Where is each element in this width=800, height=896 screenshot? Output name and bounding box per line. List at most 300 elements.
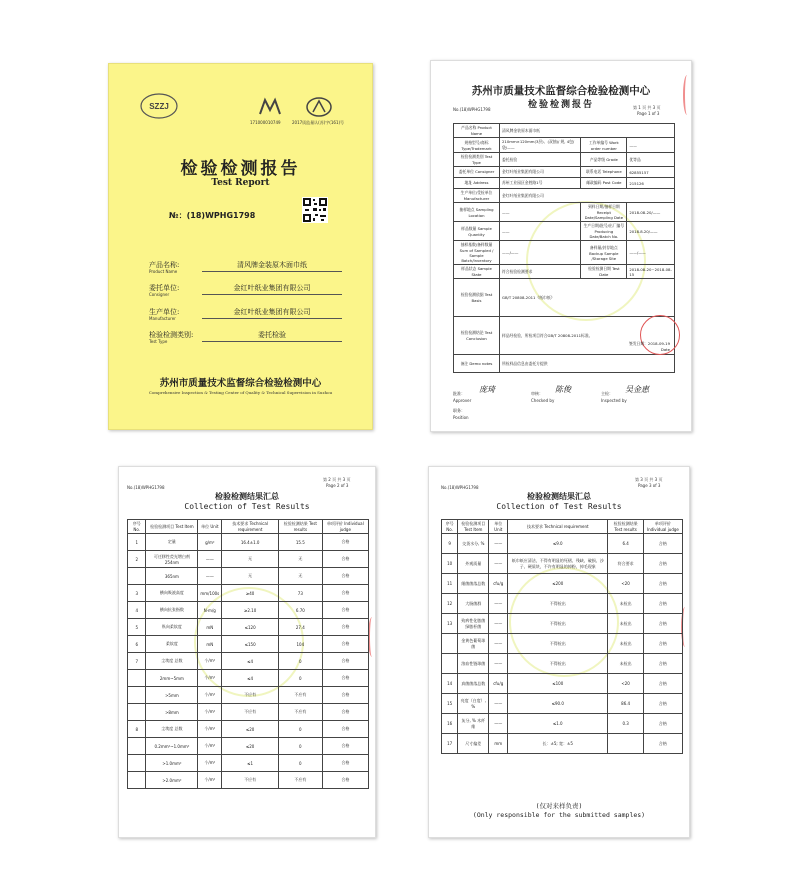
table-header-cell: 技术要求 Technical requirement xyxy=(222,520,279,534)
table-cell: 365nm xyxy=(146,568,198,585)
footer-note-cn: (仅对来样负责) xyxy=(535,802,583,810)
table-cell: 清风牌金装原木面巾纸 xyxy=(500,124,675,138)
table-cell: ——/—— xyxy=(500,241,581,265)
table-row xyxy=(454,178,675,189)
table-cell: 10 xyxy=(442,554,458,574)
table-cell: 横向吸液高度 xyxy=(146,585,198,602)
table-row xyxy=(442,654,683,674)
table-cell: —— xyxy=(489,614,508,634)
table-cell: 样品状态 Sample State xyxy=(454,265,500,279)
table-row xyxy=(128,670,369,687)
table-header-cell: 单位 Unit xyxy=(198,520,222,534)
table-cell: 联系电话 Telephone xyxy=(581,167,627,178)
table-header-cell: 序号 No. xyxy=(128,520,146,534)
table-cell: 检验检测依据 Test Basis xyxy=(454,279,500,317)
table-cell: g/m² xyxy=(198,534,222,551)
page2-title-cn: 检验检测结果汇总 xyxy=(215,491,279,501)
table-cell: 未检出 xyxy=(608,634,643,654)
table-row xyxy=(128,636,369,653)
position-label-en: Position xyxy=(453,415,469,420)
table-cell: —— xyxy=(489,654,508,674)
table-header-cell: 序号 No. xyxy=(442,520,458,534)
table-cell: 个/m² xyxy=(198,738,222,755)
table-cell: >5mm xyxy=(146,687,198,704)
table-cell: 合格 xyxy=(643,614,682,634)
page2-title-en: Collection of Test Results xyxy=(184,502,310,511)
table-cell: 大肠菌群 xyxy=(458,594,489,614)
table-cell: 215126 xyxy=(627,178,675,189)
table-cell: 6.70 xyxy=(279,602,323,619)
table-cell: 检验检测日期 Test Date xyxy=(581,265,627,279)
table-cell: 金红叶纸业集团有限公司 xyxy=(500,167,581,178)
table-cell: 地址 Address xyxy=(454,178,500,189)
table-row xyxy=(128,738,369,755)
table-cell: 0.2mm²~1.0mm² xyxy=(146,738,198,755)
table-cell: 无 xyxy=(279,568,323,585)
table-cell: 致病性化脓菌 绿脓杆菌 xyxy=(458,614,489,634)
table-cell: GB/T 20808-2011《纸巾纸》 xyxy=(500,279,675,317)
consigner-label-en: Consigner xyxy=(149,292,170,297)
table-cell: —— xyxy=(489,714,508,734)
table-cell: 合格 xyxy=(322,653,368,670)
table-cell: ≤9.0 xyxy=(508,534,608,554)
table-cell: —— xyxy=(489,594,508,614)
table-cell: mm/100s xyxy=(198,585,222,602)
manufacturer-label-en: Manufacturer xyxy=(149,316,176,321)
table-cell: 抽样地点 Sampling Location xyxy=(454,203,500,222)
table-cell: 灰分, % 木纤维 xyxy=(458,714,489,734)
table-cell: ≤200 xyxy=(508,574,608,594)
table-cell: 外观质量 xyxy=(458,554,489,574)
table-cell: 合格 xyxy=(643,554,682,574)
table-cell: —— xyxy=(500,222,581,241)
table-header-cell: 技术要求 Technical requirement xyxy=(508,520,608,534)
table-cell: 3 xyxy=(128,585,146,602)
table-cell: 6.4 xyxy=(608,534,643,554)
table-header-cell: 单位 Unit xyxy=(489,520,508,534)
table-cell: mN xyxy=(198,619,222,636)
table-cell: 样品数量 Sample Quantity xyxy=(454,222,500,241)
table-cell: 2mm~5mm xyxy=(146,670,198,687)
table-cell: 苏州工业园区金胜路1号 xyxy=(500,178,581,189)
verifier-label: 审核： xyxy=(531,391,543,396)
table-cell: ≤1 xyxy=(222,755,279,772)
table-cell: 尘埃度 总数 xyxy=(146,721,198,738)
table-cell: 邮政编码 Post Code xyxy=(581,178,627,189)
table-row xyxy=(128,687,369,704)
table-row xyxy=(454,241,675,265)
manufacturer-value: 金红叶纸业集团有限公司 xyxy=(202,307,342,319)
table-cell: 合格 xyxy=(322,534,368,551)
table-cell: 2018-08-20~2018-08-15 xyxy=(627,265,675,279)
table-header-cell: 检验检测结果 Test results xyxy=(608,520,643,534)
table-cell: —— xyxy=(489,534,508,554)
table-cell: 不得检出 xyxy=(508,594,608,614)
table-cell: 溶血性链球菌 xyxy=(458,654,489,674)
table-cell: 12 xyxy=(442,594,458,614)
table-cell: 8 xyxy=(128,721,146,738)
table-cell: 个/m² xyxy=(198,755,222,772)
cma-code: 171000010749 xyxy=(250,120,281,125)
test-type-value: 委托检验 xyxy=(202,330,342,342)
table-cell: 到样日期/抽样日期 Receipt Date/Sampling Date xyxy=(581,203,627,222)
table-cell: 纸巾纸应清洁，不得有明显的死褶、残缺、破损、沙子、硬质块，不许有明显的掉粉、掉毛现象 xyxy=(508,554,608,574)
table-cell: N·m/g xyxy=(198,602,222,619)
table-cell: 生产单位/受检单位 Manufacturer xyxy=(454,189,500,203)
page1-page-label-en: Page 1 of 3 xyxy=(637,111,660,116)
table-cell: 9 xyxy=(442,534,458,554)
table-header-row xyxy=(442,520,683,534)
table-cell: 合格 xyxy=(643,654,682,674)
table-row xyxy=(454,265,675,279)
table-cell: mN xyxy=(198,636,222,653)
szzj-logo-icon xyxy=(139,92,179,120)
table-cell: ≥40 xyxy=(222,585,279,602)
table-cell xyxy=(128,772,146,789)
table-cell: 13 xyxy=(442,614,458,634)
table-cell: 16 xyxy=(442,714,458,734)
table-cell: 生产日期/批号/出厂编号 Producing Date/Batch No. xyxy=(581,222,627,241)
cal-code: 2017质监量认(苏)字(161)号 xyxy=(292,120,345,125)
table-cell: ≥2.10 xyxy=(222,602,279,619)
page1-subtitle: 检验检测报告 xyxy=(527,100,594,110)
table-cell: 0 xyxy=(279,653,323,670)
table-cell: mm xyxy=(489,734,508,754)
page1-page-label: 第 1 页 共 3 页 xyxy=(633,105,661,110)
table-cell: 未检出 xyxy=(608,614,643,634)
table-cell: 15.5 xyxy=(279,534,323,551)
table-row xyxy=(454,124,675,138)
table-cell: 检验检测结论 Test Conclusion xyxy=(454,317,500,355)
table-row xyxy=(128,602,369,619)
table-cell: 104 xyxy=(279,636,323,653)
table-cell: 16.4±1.0 xyxy=(222,534,279,551)
table-cell: 2 xyxy=(128,551,146,568)
table-cell: 亮度（白度）, % xyxy=(458,694,489,714)
table-cell: 合格 xyxy=(322,602,368,619)
table-cell: 规格型号/商标 Type/Trademark xyxy=(454,138,500,153)
table-cell: 个/m² xyxy=(198,687,222,704)
table-cell: 合格 xyxy=(322,687,368,704)
page1-info-table xyxy=(453,123,675,373)
conclusion-text: 样品经检验，所检项目符合GB/T 20808-2011标准。 xyxy=(502,332,593,338)
product-name-label: 产品名称: xyxy=(149,261,180,269)
cal-mark-icon xyxy=(304,96,334,118)
table-cell: —— xyxy=(500,203,581,222)
table-row xyxy=(454,138,675,153)
table-cell: 合格 xyxy=(322,738,368,755)
table-cell: 合格 xyxy=(322,670,368,687)
table-cell: —— xyxy=(198,551,222,568)
page2-results-table xyxy=(127,519,369,789)
table-cell: ≤4 xyxy=(222,653,279,670)
report-page-1 xyxy=(430,60,692,432)
table-cell: 符合要求 xyxy=(608,554,643,574)
table-cell: 11 xyxy=(442,574,458,594)
table-row xyxy=(128,534,369,551)
table-cell: 14 xyxy=(442,674,458,694)
table-row xyxy=(454,355,675,373)
table-row xyxy=(128,551,369,568)
table-cell xyxy=(608,734,643,754)
table-cell: 交货水分, % xyxy=(458,534,489,554)
table-cell: 4 xyxy=(128,602,146,619)
table-cell: 0 xyxy=(279,670,323,687)
position-label: 职务： xyxy=(453,408,465,413)
table-cell: 15 xyxy=(442,694,458,714)
table-row xyxy=(442,694,683,714)
table-cell: 无 xyxy=(279,551,323,568)
table-cell: ≤4 xyxy=(222,670,279,687)
table-row xyxy=(454,279,675,317)
table-row xyxy=(442,614,683,634)
table-cell: 27.4 xyxy=(279,619,323,636)
table-cell: 0 xyxy=(279,721,323,738)
table-row xyxy=(442,594,683,614)
table-cell: 工作单编号 Work order number xyxy=(581,138,627,153)
seal-edge-icon xyxy=(368,617,376,657)
table-cell: 合格 xyxy=(643,634,682,654)
verifier-label-en: Checked by xyxy=(531,398,555,403)
table-row xyxy=(454,189,675,203)
table-cell: 不得检出 xyxy=(508,654,608,674)
report-page-2 xyxy=(118,466,376,838)
table-cell: 合格 xyxy=(643,574,682,594)
table-row xyxy=(128,721,369,738)
table-cell: 5 xyxy=(128,619,146,636)
table-cell xyxy=(442,654,458,674)
page2-page-label: 第 2 页 共 3 页 xyxy=(323,477,351,482)
table-cell: 产品名称 Product Name xyxy=(454,124,500,138)
table-cell: 备注 Demo notes xyxy=(454,355,500,373)
table-cell: 17 xyxy=(442,734,458,754)
table-cell: 不应有 xyxy=(222,687,279,704)
issue-date: 签发日期：2018-09-19 xyxy=(628,341,670,346)
test-type-label: 检验检测类别: xyxy=(149,331,194,339)
table-cell: 符合检验检测要求 xyxy=(500,265,581,279)
table-cell xyxy=(128,568,146,585)
table-cell: ≤90.0 xyxy=(508,694,608,714)
table-cell: 合格 xyxy=(643,674,682,694)
page3-report-no: No.(18)WPHG1798 xyxy=(441,485,479,490)
table-cell: 合格 xyxy=(322,568,368,585)
table-cell xyxy=(128,670,146,687)
issue-date-en: Date xyxy=(660,347,670,352)
table-header-cell: 单项评价 Individual judge xyxy=(322,520,368,534)
center-name-en: Comprehensive Inspection & Testing Center of Quality & Technical Supervision in Suzhou xyxy=(148,390,333,395)
table-cell: 合格 xyxy=(322,755,368,772)
table-row xyxy=(442,674,683,694)
table-cell: 个/m² xyxy=(198,772,222,789)
page3-page-label: 第 3 页 共 3 页 xyxy=(635,477,663,482)
table-cell: 产品等级 Grade xyxy=(581,153,627,167)
table-cell: cfu/g xyxy=(489,674,508,694)
table-cell: 柔软度 xyxy=(146,636,198,653)
table-cell xyxy=(128,704,146,721)
table-cell: 可迁移性荧光增白剂 254nm xyxy=(146,551,198,568)
table-cell: 定量 xyxy=(146,534,198,551)
table-cell: 个/m² xyxy=(198,670,222,687)
table-header-cell: 单项评价 Individual judge xyxy=(643,520,682,534)
table-cell: 尘埃度 总数 xyxy=(146,653,198,670)
page3-results-table xyxy=(441,519,683,754)
table-cell: 长：±5; 宽：±5 xyxy=(508,734,608,754)
table-cell: 备样量/封存地点 Backup Sample /Storage Site xyxy=(581,241,627,265)
table-row xyxy=(454,317,675,355)
test-type-label-en: Test Type xyxy=(149,339,168,344)
table-row xyxy=(442,634,683,654)
report-cover xyxy=(108,63,373,430)
table-header-cell: 检验检测结果 Test results xyxy=(279,520,323,534)
table-row xyxy=(454,222,675,241)
table-cell: 合格 xyxy=(643,694,682,714)
table-row xyxy=(442,534,683,554)
table-row xyxy=(442,734,683,754)
page3-page-label-en: Page 3 of 3 xyxy=(638,483,661,488)
table-cell: 无 xyxy=(222,568,279,585)
table-cell: 不应有 xyxy=(222,704,279,721)
table-cell: 0.3 xyxy=(608,714,643,734)
table-header-row xyxy=(128,520,369,534)
table-row xyxy=(128,568,369,585)
table-row xyxy=(442,574,683,594)
table-cell: 不得检出 xyxy=(508,634,608,654)
verifier-signature: 陈俊 xyxy=(555,385,571,394)
table-cell: 纵向柔软度 xyxy=(146,619,198,636)
consigner-value: 金红叶纸业集团有限公司 xyxy=(202,283,342,295)
table-cell xyxy=(128,755,146,772)
table-cell: —— xyxy=(627,138,675,153)
table-cell: 检验检测类别 Test Type xyxy=(454,153,500,167)
table-cell: 合格 xyxy=(643,534,682,554)
table-header-cell: 检验检测项目 Test Item xyxy=(458,520,489,534)
approver-label-en: Approver xyxy=(453,398,472,403)
page2-report-no: No.(18)WPHG1798 xyxy=(127,485,165,490)
table-cell: 未检出 xyxy=(608,654,643,674)
qr-code-icon xyxy=(302,197,328,223)
table-cell: 尺寸偏差 xyxy=(458,734,489,754)
table-row xyxy=(454,167,675,178)
table-row xyxy=(442,554,683,574)
product-name-label-en: Product Name xyxy=(149,269,178,274)
table-cell: 个/m² xyxy=(198,704,222,721)
table-cell: <20 xyxy=(608,674,643,694)
table-cell: 未检出 xyxy=(608,594,643,614)
table-row xyxy=(442,714,683,734)
table-cell: 73 xyxy=(279,585,323,602)
table-cell: 不应有 xyxy=(279,687,323,704)
page3-title-en: Collection of Test Results xyxy=(496,502,622,511)
center-name-cn: 苏州市质量技术监督综合检验检测中心 xyxy=(159,378,322,389)
table-cell: >1.0mm² xyxy=(146,755,198,772)
table-cell: 合格 xyxy=(322,619,368,636)
table-cell: 个/m² xyxy=(198,721,222,738)
table-cell: cfu/g xyxy=(489,574,508,594)
table-cell: ——/—— xyxy=(627,241,675,265)
table-cell: 不应有 xyxy=(279,704,323,721)
table-cell: —— xyxy=(489,634,508,654)
table-cell: 委托检验 xyxy=(500,153,581,167)
table-cell: 所检样品信息由委托方提供 xyxy=(500,355,675,373)
report-page-3 xyxy=(428,466,690,838)
table-cell: 1 xyxy=(128,534,146,551)
page1-report-no: No.(18)WPHG1798 xyxy=(453,107,491,112)
page1-center-title: 苏州市质量技术监督综合检验检测中心 xyxy=(471,85,651,97)
approver-signature: 庞琦 xyxy=(479,385,495,394)
table-cell: 62855157 xyxy=(627,167,675,178)
page3-title-cn: 检验检测结果汇总 xyxy=(527,491,591,501)
table-cell: ≤150 xyxy=(222,636,279,653)
table-row xyxy=(128,653,369,670)
table-cell: <20 xyxy=(608,574,643,594)
table-cell: 合格 xyxy=(643,594,682,614)
table-cell: 优等品 xyxy=(627,153,675,167)
report-title-en: Test Report xyxy=(211,178,270,188)
table-cell: 0 xyxy=(279,738,323,755)
table-cell: 合格 xyxy=(322,551,368,568)
svg-text:SZZJ: SZZJ xyxy=(149,102,169,111)
table-cell: 86.4 xyxy=(608,694,643,714)
table-cell: 210mm×120mm(3层)、(双抽)/ 规, 4包/袋/—— xyxy=(500,138,581,153)
table-cell: 合格 xyxy=(322,772,368,789)
table-cell: >2.0mm² xyxy=(146,772,198,789)
table-row xyxy=(454,153,675,167)
inspector-signature: 吴金惠 xyxy=(625,385,649,394)
footer-note-en: (Only responsible for the submitted samples) xyxy=(472,811,646,819)
table-cell: >8mm xyxy=(146,704,198,721)
table-cell: 委托单位 Consigner xyxy=(454,167,500,178)
table-cell: 金红叶纸业集团有限公司 xyxy=(500,189,675,203)
table-cell: 0 xyxy=(279,755,323,772)
table-cell: —— xyxy=(489,694,508,714)
table-row xyxy=(128,755,369,772)
table-cell: 个/m² xyxy=(198,653,222,670)
table-cell: 抽样基数/备样数量 Sum of Sampled / Sample Batch/Inventory xyxy=(454,241,500,265)
table-row xyxy=(128,704,369,721)
table-cell xyxy=(128,738,146,755)
table-cell: 7 xyxy=(128,653,146,670)
table-cell: ≤120 xyxy=(222,619,279,636)
table-cell: 不得检出 xyxy=(508,614,608,634)
table-header-cell: 检验检测项目 Test Item xyxy=(146,520,198,534)
table-cell: 合格 xyxy=(643,714,682,734)
table-cell: —— xyxy=(489,554,508,574)
table-row xyxy=(128,585,369,602)
table-cell: 合格 xyxy=(643,734,682,754)
table-row xyxy=(128,772,369,789)
table-cell: 无 xyxy=(222,551,279,568)
product-name-value: 清风牌金装原木面巾纸 xyxy=(202,260,342,272)
table-cell: 合格 xyxy=(322,721,368,738)
manufacturer-label: 生产单位: xyxy=(149,308,180,316)
table-cell xyxy=(442,634,458,654)
table-row xyxy=(128,619,369,636)
table-cell: 真菌菌落总数 xyxy=(458,674,489,694)
table-cell: 横向抗张指数 xyxy=(146,602,198,619)
approver-label: 批准： xyxy=(453,391,465,396)
page2-page-label-en: Page 2 of 3 xyxy=(326,483,349,488)
table-cell: 金黄色葡萄球菌 xyxy=(458,634,489,654)
table-cell xyxy=(500,317,675,355)
table-cell: 6 xyxy=(128,636,146,653)
table-cell: 合格 xyxy=(322,585,368,602)
table-cell: 细菌菌落总数 xyxy=(458,574,489,594)
inspector-label-en: Inspected by xyxy=(601,398,627,403)
table-cell xyxy=(128,687,146,704)
table-row xyxy=(454,203,675,222)
table-cell: ≤20 xyxy=(222,738,279,755)
table-cell: 不应有 xyxy=(222,772,279,789)
